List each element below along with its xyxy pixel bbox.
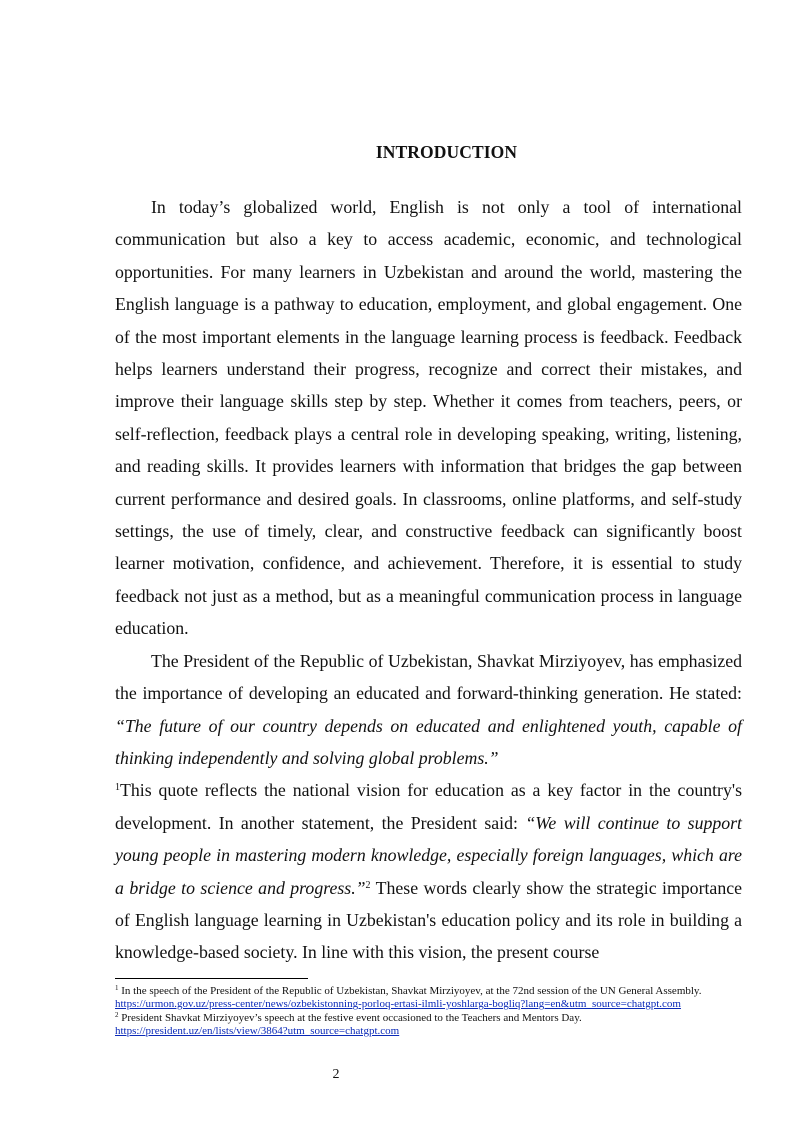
body-text	[115, 191, 742, 969]
footnote-mark-2: 2	[115, 1010, 119, 1019]
footnotes	[115, 985, 735, 1039]
footnote-2	[115, 1012, 735, 1039]
paragraph-2-intro: The President of the Republic of Uzbekistan, Shavkat Mirziyoyev, has emphasized the importance of developing an educated and forward-thinking generation. He stated:	[115, 650, 742, 704]
footnote-separator	[115, 978, 308, 979]
footnote-mark-1: 1	[115, 984, 119, 992]
footnote-2-link[interactable]: https://president.uz/en/lists/view/3864?utm_source=chatgpt.com	[115, 1025, 400, 1038]
paragraph-2	[115, 645, 742, 969]
paragraph-2-end: These words clearly show the strategic importance of English language learning in Uzbekistan's education policy and its role in building a knowledge-based society. In line with this vision, the present course	[115, 877, 742, 963]
paragraph-1: In today’s globalized world, English is not only a tool of international communication but also a key to access academic, economic, and technological opportunities. For many learners in Uzbekistan and around the world, mastering the English language is a pathway to education, employment, and global engagement. One of the most important elements in the language learning process is feedback. Feedback helps learners understand their progress, recognize and correct their mistakes, and improve their language skills step by step. Whether it comes from teachers, peers, or self-reflection, feedback plays a central role in developing speaking, writing, listening, and reading skills. It provides learners with information that bridges the gap between current performance and desired goals. In classrooms, online platforms, and self-study settings, the use of timely, clear, and constructive feedback can significantly boost learner motivation, confidence, and achievement. Therefore, it is essential to study feedback not just as a method, but as a meaningful communication process in language education.	[115, 197, 742, 639]
footnote-ref-1[interactable]: 1	[115, 782, 120, 794]
paragraph-2-middle: This quote reflects the national vision for education as a key factor in the country's development. In another statement, the President said:	[115, 780, 742, 833]
quote-2: “We will continue to support young people in mastering modern knowledge, especially foreign languages, which are a bridge to science and progress.”	[115, 812, 742, 898]
footnote-1-link[interactable]: https://urmon.gov.uz/press-center/news/ozbekistonning-porloq-ertasi-ilmli-yoshlarga-bogliq?lang=en&utm_source=chatgpt.com	[115, 998, 681, 1011]
quote-1: “The future of our country depends on educated and enlightened youth, capable of thinking independently and solving global problems.”	[115, 715, 742, 768]
page-number: 2	[332, 1067, 340, 1082]
footnote-2-text: President Shavkat Mirziyoyev’s speech at the festive event occasioned to the Teachers and Mentors Day.	[121, 1011, 582, 1024]
footnote-1	[115, 985, 735, 1012]
page-title: INTRODUCTION	[375, 142, 518, 162]
footnote-ref-2[interactable]: 2	[365, 879, 371, 891]
footnote-1-text: In the speech of the President of the Republic of Uzbekistan, Shavkat Mirziyoyev, at the 72nd session of the UN General Assembly.	[121, 985, 702, 997]
